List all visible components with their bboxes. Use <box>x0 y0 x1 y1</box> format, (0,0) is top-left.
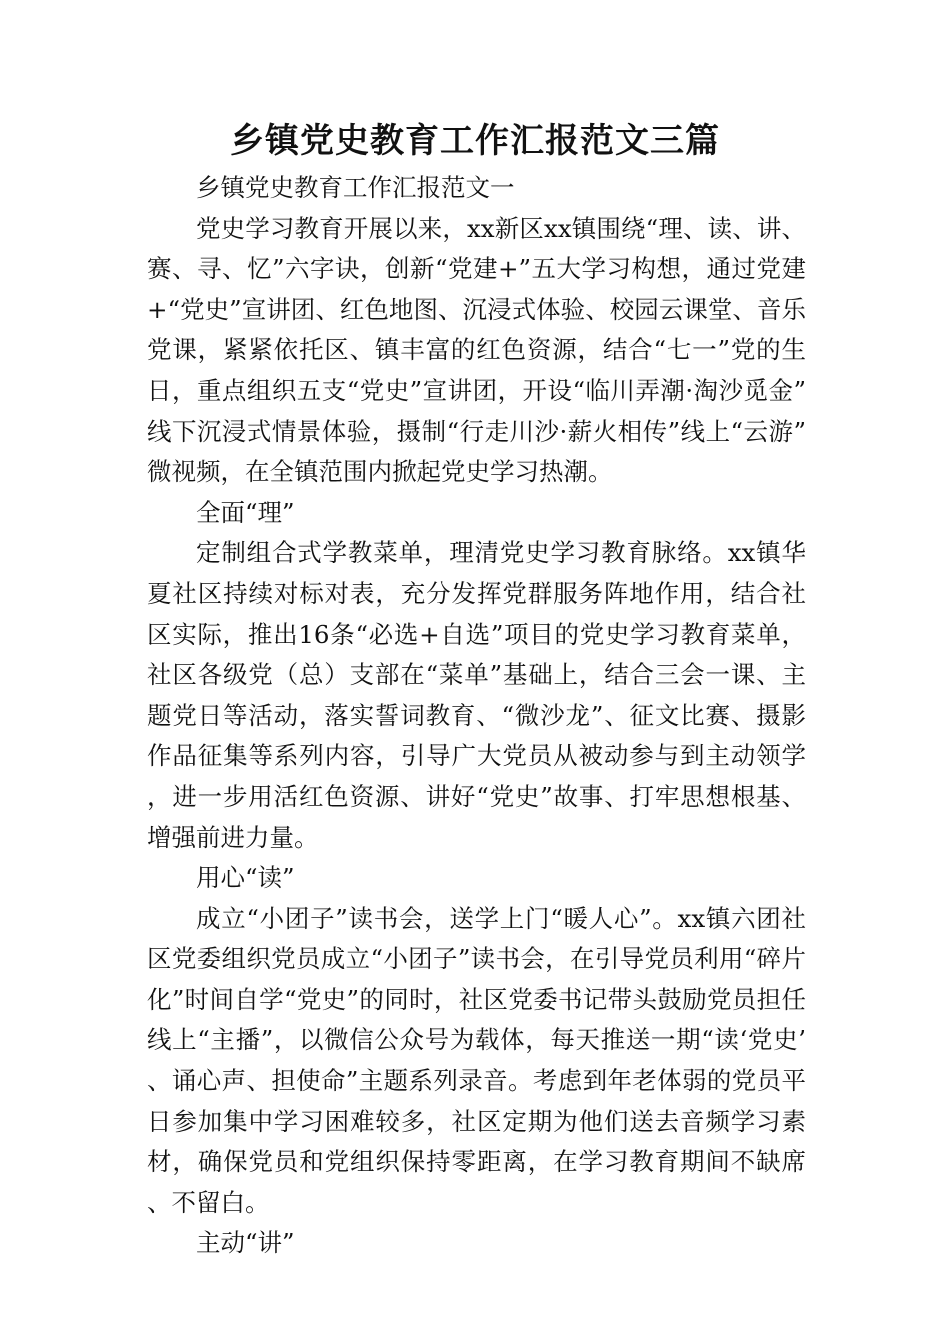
document-title: 乡镇党史教育工作汇报范文三篇 <box>230 121 720 161</box>
section-heading-li: 全面“理” <box>196 497 295 527</box>
section-du-paragraph: 成立“小团子”读书会，送学上门“暖人心”。xx镇六团社区党委组织党员成立“小团子”读书会，在引导党员利用“碎片化”时间自学“党史”的同时，社区党委书记带头鼓励党员担任线上“主播”，以微信公众号为载体，每天推送一期“读‘党史’、诵心声、担使命”主题系列录音。考虑到年老体弱的党员平日参加集中学习困难较多，社区定期为他们送去音频学习素材，确保党员和党组织保持零距离，在学习教育期间不缺席、不留白。 <box>147 903 806 1217</box>
section-heading-du: 用心“读” <box>196 863 295 893</box>
document-body <box>147 168 806 1264</box>
intro-paragraph: 党史学习教育开展以来，xx新区xx镇围绕“理、读、讲、赛、寻、忆”六字诀，创新“党建+”五大学习构想，通过党建+“党史”宣讲团、红色地图、沉浸式体验、校园云课堂、音乐党课，紧紧依托区、镇丰富的红色资源，结合“七一”党的生日，重点组织五支“党史”宣讲团，开设“临川弄潮·淘沙觅金”线下沉浸式情景体验，摄制“行走川沙·薪火相传”线上“云游”微视频，在全镇范围内掀起党史学习热潮。 <box>147 213 806 487</box>
subtitle-paragraph: 乡镇党史教育工作汇报范文一 <box>196 173 515 202</box>
section-li-paragraph: 定制组合式学教菜单，理清党史学习教育脉络。xx镇华夏社区持续对标对表，充分发挥党群服务阵地作用，结合社区实际，推出16条“必选+自选”项目的党史学习教育菜单，社区各级党（总）支部在“菜单”基础上，结合三会一课、主题党日等活动，落实誓词教育、“微沙龙”、征文比赛、摄影作品征集等系列内容，引导广大党员从被动参与到主动领学，进一步用活红色资源、讲好“党史”故事、打牢思想根基、增强前进力量。 <box>147 538 806 852</box>
section-heading-jiang: 主动“讲” <box>196 1228 295 1258</box>
